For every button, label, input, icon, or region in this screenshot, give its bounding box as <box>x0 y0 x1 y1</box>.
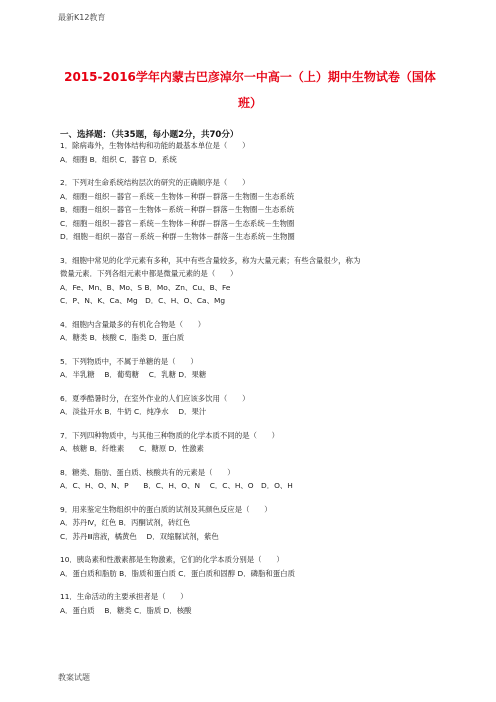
question-stem: 3．细胞中常见的化学元素有多种，其中有些含量较多，称为大量元素；有些含量很少，称为 <box>60 255 361 265</box>
question-line: A．淡盐开水 B．牛奶 C．纯净水 D．果汁 <box>60 407 207 416</box>
question-item <box>60 355 440 382</box>
question-line: A．苏丹Ⅳ，红色 B．丙酮试剂，砖红色 <box>60 518 191 527</box>
question-stem: 5．下列物质中，不属于单糖的是（ ） <box>60 356 198 366</box>
question-stem: 11．生命活动的主要承担者是（ ） <box>60 592 188 601</box>
question-line: D．细胞－组织－器官－系统－种群－生物体－群落－生态系统－生物圈 <box>60 232 295 241</box>
question-line: A．蛋白质和脂肪 B．脂质和蛋白质 C．蛋白质和固醇 D．磷脂和蛋白质 <box>60 568 295 578</box>
question-stem: 7．下列四种物质中，与其他三种物质的化学本质不同的是（ ） <box>60 430 280 440</box>
question-stem: 6．夏季酷暑时分，在室外作业的人们应该多饮用（ ） <box>60 393 250 403</box>
question-line: C．P、N、K、Ca、Mg D．C、H、O、Ca、Mg <box>60 296 226 305</box>
section-title: 一、选择题：（共35题，每小题2分，共70分） <box>60 130 239 140</box>
question-line: A．蛋白质 B．糖类 C．脂质 D．核酸 <box>60 605 192 615</box>
header-tag: 最新K12教育 <box>58 13 106 22</box>
question-line: 微量元素．下列各组元素中都是微量元素的是（ ） <box>60 269 238 278</box>
question-line: A．细胞 B．组织 C．器官 D．系统 <box>60 154 177 164</box>
question-line: A．半乳糖 B．葡萄糖 C．乳糖 D．果糖 <box>60 370 207 379</box>
question-line: C．苏丹Ⅲ溶液，橘黄色 D．双缩脲试剂，紫色 <box>60 531 219 541</box>
question-item <box>60 553 440 580</box>
question-item <box>60 318 440 345</box>
question-item <box>60 176 440 244</box>
question-item <box>60 590 440 617</box>
question-line: A．Fe、Mn、B、Mo、S B．Mo、Zn、Cu、B、Fe <box>60 282 231 292</box>
question-item <box>60 254 440 308</box>
question-stem: 1．除病毒外，生物体结构和功能的最基本单位是（ ） <box>60 141 250 150</box>
question-line: C．细胞－组织－器官－系统－生物体－种群－群落－生态系统－生物圈 <box>60 218 295 228</box>
question-line: A．细胞－组织－器官－系统－生物体－种群－群落－生物圈－生态系统 <box>60 191 295 201</box>
question-item <box>60 466 440 493</box>
question-stem: 4．细胞内含量最多的有机化合物是（ ） <box>60 319 206 329</box>
question-stem: 8．糖类、脂肪、蛋白质、核酸共有的元素是（ ） <box>60 467 235 477</box>
question-item <box>60 139 440 166</box>
question-stem: 9．用来鉴定生物组织中的蛋白质的试剂及其颜色反应是（ ） <box>60 504 272 514</box>
question-stem: 10．胰岛素和性激素都是生物激素，它们的化学本质分别是（ ） <box>60 555 284 564</box>
exam-title: 2015-2016学年内蒙古巴彦淖尔一中高一（上）期中生物试卷（国体班） <box>64 70 436 110</box>
question-line: A．核糖 B．纤维素 C．糖原 D．性激素 <box>60 444 204 453</box>
question-line: A．糖类 B．核酸 C．脂类 D．蛋白质 <box>60 333 185 342</box>
question-item <box>60 392 440 419</box>
question-item <box>60 429 440 456</box>
question-line: B．细胞－组织－器官－生物体－系统－种群－群落－生物圈－生态系统 <box>60 205 295 214</box>
question-item <box>60 503 440 544</box>
question-line: A．C、H、O、N、P B．C、H、O、N C．C、H、O D．O、H <box>60 481 293 490</box>
question-stem: 2．下列对生命系统结构层次的研究的正确顺序是（ ） <box>60 178 250 187</box>
footer-tag: 教案试题 <box>58 673 90 682</box>
question-list <box>60 139 440 627</box>
